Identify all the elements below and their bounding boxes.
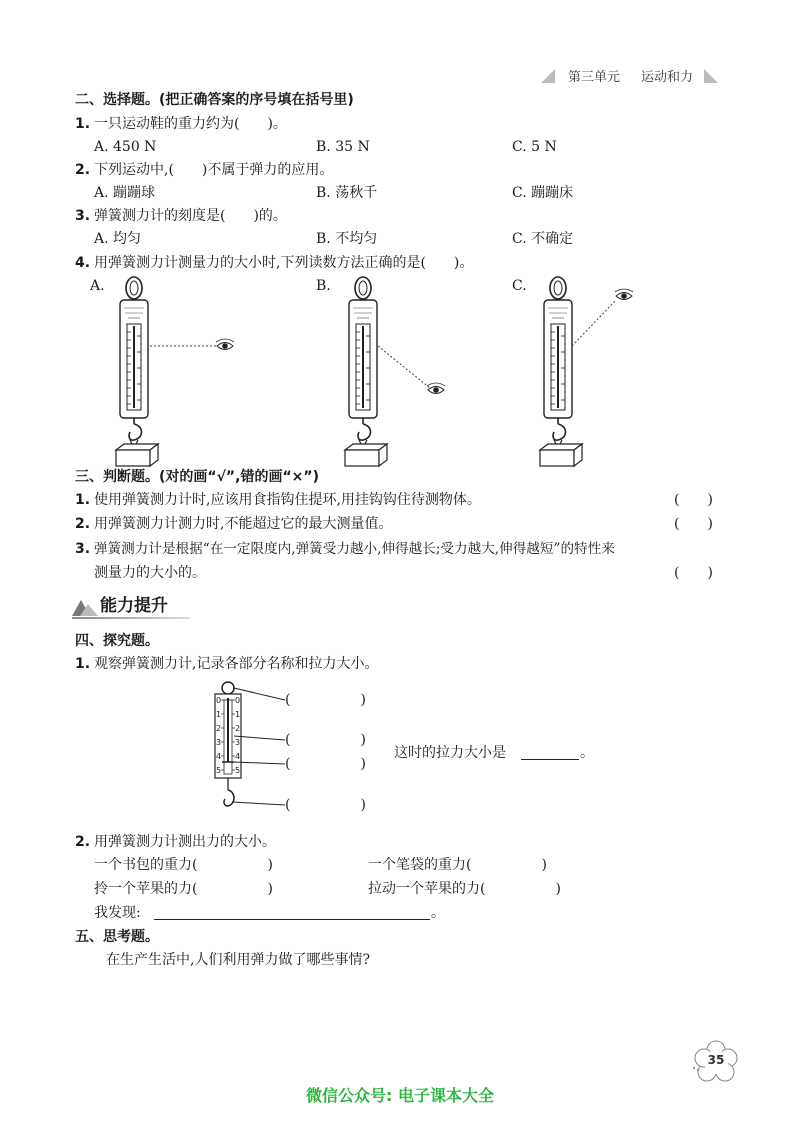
q4-2-lift-apple[interactable]: 拎一个苹果的力( ) xyxy=(94,881,273,897)
part-label-spring-blank[interactable]: ( ) xyxy=(285,732,366,748)
scale-left-5: 5 xyxy=(216,766,222,775)
scale-left-1: 1 xyxy=(216,710,222,719)
q3-3-num: 3. xyxy=(75,541,91,557)
scale-right-4: 4 xyxy=(235,752,241,761)
q4-2-pencil-case[interactable]: 一个笔袋的重力( ) xyxy=(368,857,547,873)
q3-1-num: 1. xyxy=(75,492,91,508)
scale-left-0: 0 xyxy=(216,696,222,705)
spring-scale-figures xyxy=(0,0,800,470)
header-unit: 第三单元 xyxy=(568,70,621,85)
q2-1-text: 一只运动鞋的重力约为( )。 xyxy=(94,116,287,132)
q3-2-text: 用弹簧测力计测力时,不能超过它的最大测量值。 xyxy=(94,516,393,532)
scale-right-3: 3 xyxy=(235,738,241,747)
q2-2-option-b: B. 荡秋千 xyxy=(316,185,378,201)
q2-1-num: 1. xyxy=(75,116,91,132)
ability-underline xyxy=(72,617,190,619)
q3-1-text: 使用弹簧测力计时,应该用食指钩住提环,用挂钩钩住待测物体。 xyxy=(94,492,481,508)
q3-3-answer[interactable]: ( ) xyxy=(674,565,713,581)
q2-2-option-c: C. 蹦蹦床 xyxy=(512,185,574,201)
q2-2-num: 2. xyxy=(75,162,91,178)
q4-2-schoolbag[interactable]: 一个书包的重力( ) xyxy=(94,857,273,873)
q3-3-text-line2: 测量力的大小的。 xyxy=(94,565,206,581)
q2-4-label-a: A. xyxy=(90,278,105,294)
scale-left-4: 4 xyxy=(216,752,222,761)
q2-1-option-a: A. 450 N xyxy=(94,139,157,155)
q4-2-num: 2. xyxy=(75,834,91,850)
q2-1-option-c: C. 5 N xyxy=(512,139,557,155)
q2-3-text: 弹簧测力计的刻度是( )的。 xyxy=(94,208,287,224)
q2-4-text: 用弹簧测力计测量力的大小时,下列读数方法正确的是( )。 xyxy=(94,255,474,271)
pull-force-blank[interactable] xyxy=(521,745,579,760)
q2-2-option-a: A. 蹦蹦球 xyxy=(94,185,156,201)
q2-4-num: 4. xyxy=(75,255,91,271)
q2-4-label-c: C. xyxy=(512,278,527,294)
q4-2-text: 用弹簧测力计测出力的大小。 xyxy=(94,834,276,850)
q2-3-option-c: C. 不确定 xyxy=(512,231,574,247)
section5-question: 在生产生活中,人们利用弹力做了哪些事情? xyxy=(106,952,370,968)
q4-1-text: 观察弹簧测力计,记录各部分名称和拉力大小。 xyxy=(94,656,379,672)
q2-2-text: 下列运动中,( )不属于弹力的应用。 xyxy=(94,162,334,178)
q2-3-option-b: B. 不均匀 xyxy=(316,231,378,247)
q2-3-option-a: A. 均匀 xyxy=(94,231,142,247)
q4-2-found-end: 。 xyxy=(431,905,445,921)
ability-title: 能力提升 xyxy=(100,596,168,616)
scale-right-5: 5 xyxy=(235,766,241,775)
q4-2-found-blank[interactable] xyxy=(154,905,430,920)
q2-3-num: 3. xyxy=(75,208,91,224)
q3-2-num: 2. xyxy=(75,516,91,532)
pull-force-end: 。 xyxy=(580,745,594,761)
q4-1-num: 1. xyxy=(75,656,91,672)
part-label-ring-blank[interactable]: ( ) xyxy=(285,692,366,708)
q2-4-label-b: B. xyxy=(316,278,331,294)
q2-1-option-b: B. 35 N xyxy=(316,139,370,155)
scale-right-0: 0 xyxy=(235,696,241,705)
part-label-pointer-blank[interactable]: ( ) xyxy=(285,756,366,772)
section2-title: 二、选择题。(把正确答案的序号填在括号里) xyxy=(75,92,354,108)
q3-1-answer[interactable]: ( ) xyxy=(674,492,713,508)
footer-watermark: 微信公众号: 电子课本大全 xyxy=(306,1086,494,1105)
pull-force-label: 这时的拉力大小是 xyxy=(394,745,506,761)
part-label-hook-blank[interactable]: ( ) xyxy=(285,797,366,813)
header-topic: 运动和力 xyxy=(641,70,694,85)
page-number: 35 xyxy=(707,1053,725,1067)
q3-3-text-line1: 弹簧测力计是根据“在一定限度内,弹簧受力越小,伸得越长;受力越大,伸得越短”的特性来 xyxy=(94,541,615,557)
scale-right-1: 1 xyxy=(235,710,241,719)
scale-right-2: 2 xyxy=(235,724,241,733)
section3-title: 三、判断题。(对的画“√”,错的画“×”) xyxy=(75,469,319,485)
q4-2-pull-apple[interactable]: 拉动一个苹果的力( ) xyxy=(368,881,561,897)
section5-title: 五、思考题。 xyxy=(75,929,159,945)
q3-2-answer[interactable]: ( ) xyxy=(674,516,713,532)
section4-title: 四、探究题。 xyxy=(75,633,159,649)
q4-2-found-label: 我发现: xyxy=(94,905,141,921)
scale-left-3: 3 xyxy=(216,738,222,747)
scale-left-2: 2 xyxy=(216,724,222,733)
